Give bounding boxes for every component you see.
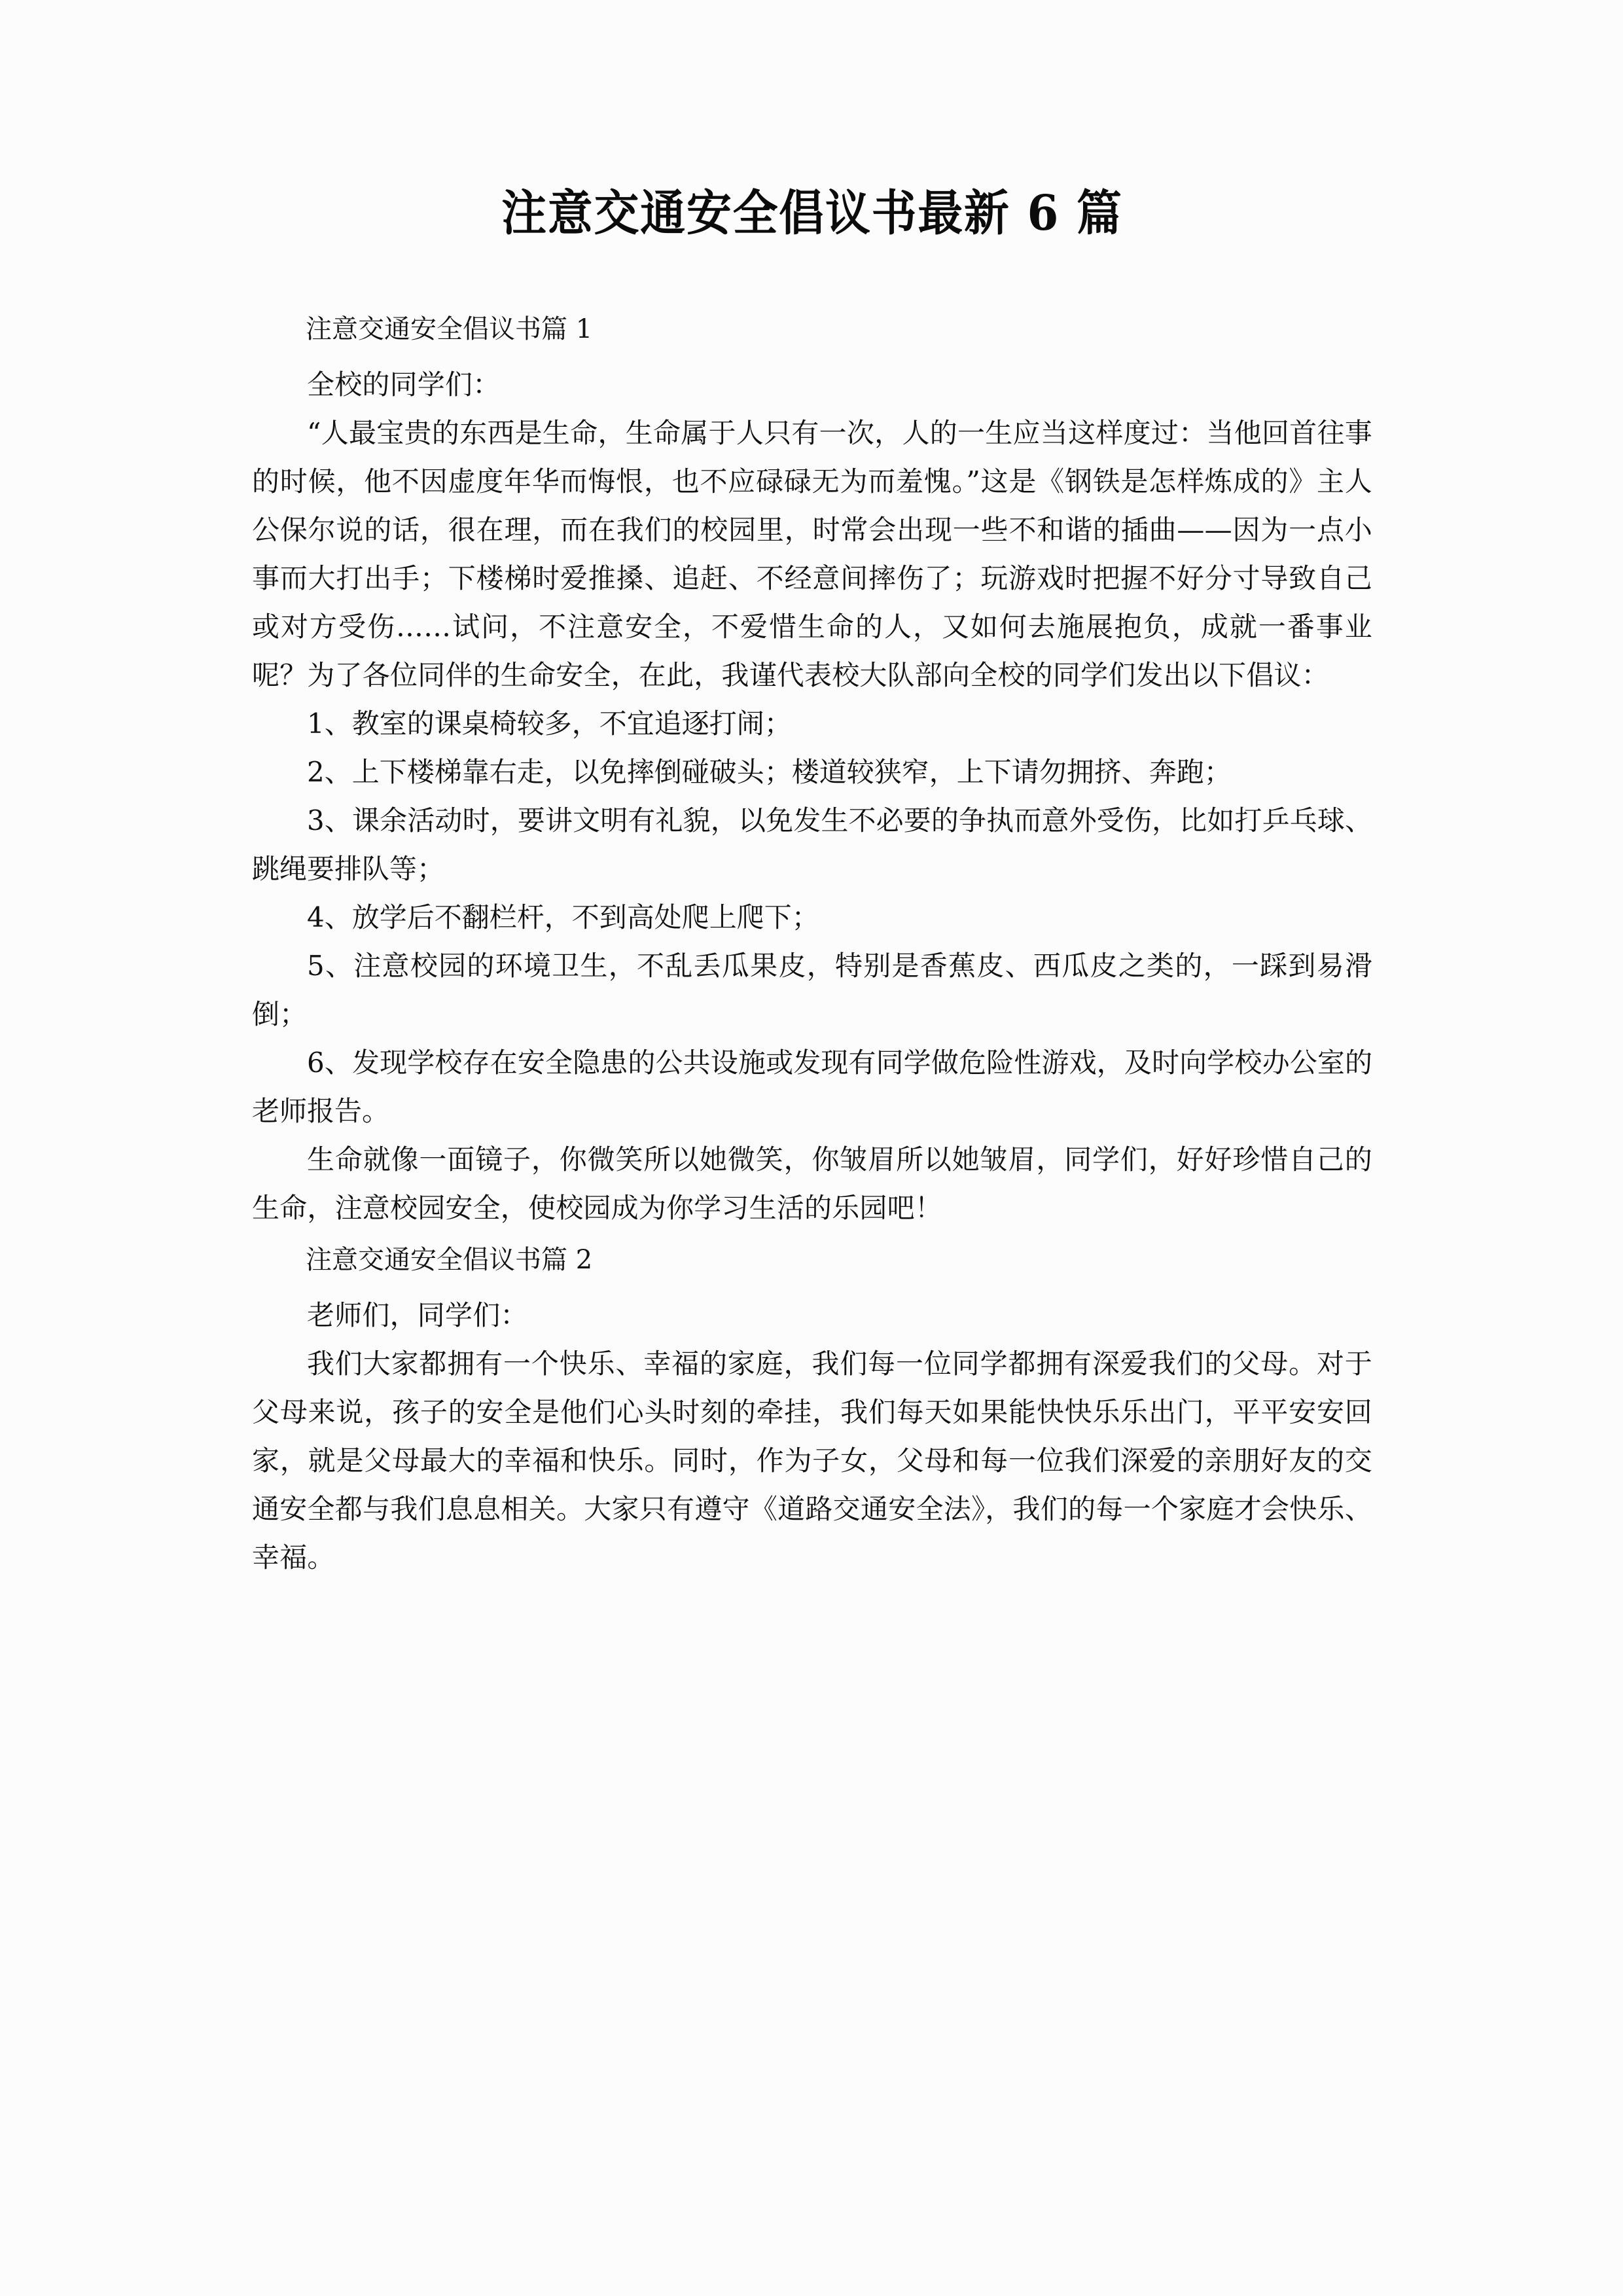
section-1-paragraph-1: “人最宝贵的东西是生命，生命属于人只有一次，人的一生应当这样度过：当他回首往事的时候，他不因虚度年华而悔恨，也不应碌碌无为而羞愧。”这是《钢铁是怎样炼成的》主人公保尔说的话，很在理，而在我们的校园里，时常会出现一些不和谐的插曲——因为一点小事而大打出手；下楼梯时爱推搡、追赶、不经意间摔伤了；玩游戏时把握不好分寸导致自己或对方受伤……试问，不注意安全，不爱惜生命的人，又如何去施展抱负，成就一番事业呢？为了各位同伴的生命安全，在此，我谨代表校大队部向全校的同学们发出以下倡议： <box>252 417 1372 692</box>
spacer <box>252 1273 1372 1291</box>
section-1-list-item-2: 2、上下楼梯靠右走，以免摔倒碰破头；楼道较狭窄，上下请勿拥挤、奔跑； <box>307 756 1232 789</box>
title-spacer <box>252 242 1372 316</box>
section-1-list-item-3: 3、课余活动时，要讲文明有礼貌，以免发生不必要的争执而意外受伤，比如打乒乓球、跳绳要排队等； <box>252 804 1372 886</box>
section-1-closing: 生命就像一面镜子，你微笑所以她微笑，你皱眉所以她皱眉，同学们，好好珍惜自己的生命，注意校园安全，使校园成为你学习生活的乐园吧！ <box>252 1143 1372 1225</box>
section-2-paragraph-1: 我们大家都拥有一个快乐、幸福的家庭，我们每一位同学都拥有深爱我们的父母。对于父母来说，孩子的安全是他们心头时刻的牵挂，我们每天如果能快快乐乐出门，平平安安回家，就是父母最大的幸福和快乐。同时，作为子女，父母和每一位我们深爱的亲朋好友的交通安全都与我们息息相关。大家只有遵守《道路交通安全法》，我们的每一个家庭才会快乐、幸福。 <box>252 1348 1372 1574</box>
section-2-heading: 注意交通安全倡议书篇 2 <box>306 1245 593 1276</box>
section-1-list-item-6: 6、发现学校存在安全隐患的公共设施或发现有同学做危险性游戏，及时向学校办公室的老师报告。 <box>252 1047 1372 1128</box>
section-2-salutation: 老师们，同学们： <box>307 1299 528 1332</box>
section-1-list-item-4: 4、放学后不翻栏杆，不到高处爬上爬下； <box>307 901 819 934</box>
section-1-list-item-1: 1、教室的课桌椅较多，不宜追逐打闹； <box>307 708 792 740</box>
section-1 <box>252 316 1372 1232</box>
section-1-list-item-5: 5、注意校园的环境卫生，不乱丢瓜果皮，特别是香蕉皮、西瓜皮之类的，一踩到易滑倒； <box>252 950 1372 1031</box>
section-1-salutation: 全校的同学们： <box>307 368 501 401</box>
page-title: 注意交通安全倡议书最新 6 篇 <box>501 185 1123 242</box>
section-2 <box>252 1247 1372 1582</box>
section-1-heading: 注意交通安全倡议书篇 1 <box>306 314 593 345</box>
page-content <box>252 0 1372 1582</box>
spacer <box>252 342 1372 361</box>
